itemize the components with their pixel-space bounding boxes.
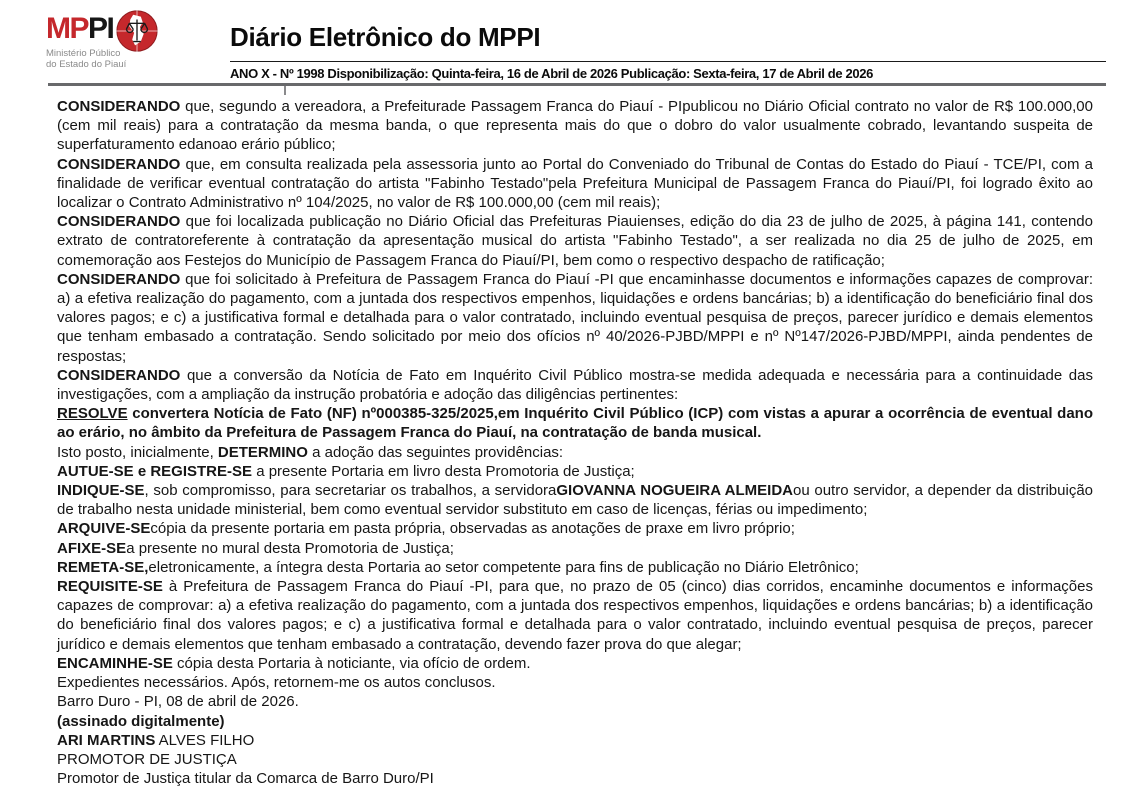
text-run: CONSIDERANDO xyxy=(57,270,181,288)
text-run: convertera Notícia de Fato (NF) nº000385-325/2025,em Inquérito Civil Público (ICP) com vistas a apurar a ocorrência de eventual dano ao erário, no âmbito da Prefeitura de Passagem Franca do Piauí, na contratação de banda musical. xyxy=(57,405,1093,442)
document-paragraph xyxy=(57,712,1093,731)
text-run: Isto posto, inicialmente, xyxy=(57,443,218,461)
text-run: que foi localizada publicação no Diário Oficial das Prefeituras Piauienses, edição do dia 23 de julho de 2025, à página 141, contendo extrato de contratoreferente à contratação da apresentação musical do artista "Fabinho Testado", a ser realizada no dia 25 de julho de 2025, em comemoração aos Festejos do Município de Passagem Franca do Piauí/PI, bem como o respectivo despacho de ratificação; xyxy=(57,213,1093,269)
text-run: à Prefeitura de Passagem Franca do Piauí -PI, para que, no prazo de 05 (cinco) dias corridos, encaminhe documentos e informações capazes de comprovar: a) a efetiva realização do pagamento, com a juntada dos respectivos empenhos, liquidações e ordens bancárias; b) a identificação do beneficiário final dos valores pagos; e c) a justificativa formal e detalhada para o valor contratado, incluindo eventual pesquisa de preços, parecer jurídico e demais elementos que tenham embasado a contratação, devendo fazer prova do que alegar; xyxy=(57,578,1093,653)
header xyxy=(0,0,1130,96)
text-run: ARQUIVE-SE xyxy=(57,520,151,538)
text-run: que a conversão da Notícia de Fato em Inquérito Civil Público mostra-se medida adequada e necessária para a continuidade das investigações, com a ampliação da instrução probatória e adoção das diligências pertinentes: xyxy=(57,366,1093,404)
text-run: GIOVANNA NOGUEIRA ALMEIDA xyxy=(556,482,793,500)
text-run: a presente Portaria em livro desta Promotoria de Justiça; xyxy=(252,462,635,480)
document-paragraph xyxy=(57,577,1093,654)
mppi-logo xyxy=(46,12,196,72)
text-run: a presente no mural desta Promotoria de Justiça; xyxy=(126,539,454,557)
document-paragraph xyxy=(57,97,1093,155)
text-run: que foi solicitado à Prefeitura de Passagem Franca do Piauí -PI que encaminhasse documentos e informações capazes de comprovar: a) a efetiva realização do pagamento, com a juntada dos respectivos empenhos, liquidações e ordens bancárias; b) a identificação do beneficiário final dos valores pagos; e c) a justificativa formal e detalhada para o valor contratado, incluindo eventual pesquisa de preços, parecer jurídico e demais elementos que tenham embasado a contratação. Sendo solicitado por meio dos ofícios nº 40/2026-PJBD/MPPI e nº Nº147/2026-PJBD/MPPI, ainda pendentes de respostas; xyxy=(57,270,1093,365)
logo-pi-text: PI xyxy=(88,12,114,45)
document-paragraph xyxy=(57,654,1093,673)
text-run: ALVES FILHO xyxy=(155,731,255,749)
document-paragraph xyxy=(57,443,1093,462)
text-run: CONSIDERANDO xyxy=(57,213,181,231)
text-run: cópia desta Portaria à noticiante, via ofício de ordem. xyxy=(172,654,531,672)
document-paragraph xyxy=(57,731,1093,750)
text-run: PROMOTOR DE JUSTIÇA xyxy=(57,750,237,768)
document-paragraph xyxy=(57,692,1093,711)
document-paragraph xyxy=(57,155,1093,213)
text-run: REQUISITE-SE xyxy=(57,578,163,596)
page-title: Diário Eletrônico do MPPI xyxy=(230,22,541,52)
text-run: ENCAMINHE-SE xyxy=(57,654,173,672)
document-paragraph xyxy=(57,769,1093,788)
header-divider xyxy=(48,83,1106,86)
text-run: ou outro servidor, a depender da distribuição de trabalho nesta unidade ministerial, bem como eventual servidor substituto em caso de licenças, férias ou impedimento; xyxy=(57,482,1093,519)
text-run: AFIXE-SE xyxy=(57,539,127,557)
text-run: Expedientes necessários. Após, retornem-me os autos conclusos. xyxy=(57,674,496,692)
text-run: REMETA-SE, xyxy=(57,558,149,576)
text-run: DETERMINO xyxy=(217,443,308,461)
text-run: CONSIDERANDO xyxy=(57,366,181,384)
text-run: eletronicamente, a íntegra desta Portaria ao setor competente para fins de publicação no Diário Eletrônico; xyxy=(148,558,859,576)
text-run: que, em consulta realizada pela assessoria junto ao Portal do Conveniado do Tribunal de Contas do Estado do Piauí - TCE/PI, com a finalidade de verificar eventual contratação do artista "Fabinho Testado"pela Prefeitura Municipal de Passagem Franca do Piauí/PI, foi logrado êxito ao localizar o Contrato Administrativo nº 104/2025, no valor de R$ 100.000,00 (cem mil reais); xyxy=(57,155,1093,212)
document-paragraph xyxy=(57,750,1093,769)
text-run: (assinado digitalmente) xyxy=(57,712,225,730)
text-run: CONSIDERANDO xyxy=(57,98,181,115)
mppi-wordmark xyxy=(46,12,196,48)
document-paragraph xyxy=(57,270,1093,366)
text-run: , sob compromisso, para secretariar os trabalhos, a servidora xyxy=(144,482,557,500)
title-divider xyxy=(230,61,1106,62)
text-run: CONSIDERANDO xyxy=(57,155,181,173)
text-run: INDIQUE-SE xyxy=(57,482,145,500)
document-paragraph xyxy=(57,558,1093,577)
edition-line: ANO X - Nº 1998 Disponibilização: Quinta-feira, 16 de Abril de 2026 Publicação: Sexta-feira, 17 de Abril de 2026 xyxy=(230,66,873,81)
logo-subtitle-line2: do Estado do Piauí xyxy=(46,58,127,70)
document-paragraph xyxy=(57,481,1093,519)
document-paragraph xyxy=(57,404,1093,442)
text-run: AUTUE-SE e REGISTRE-SE xyxy=(57,462,253,480)
text-run: RESOLVE xyxy=(57,405,128,423)
column-divider-tick xyxy=(284,86,286,95)
text-run: ARI MARTINS xyxy=(57,731,156,749)
logo-mp-text: MP xyxy=(46,12,88,45)
logo-subtitle-line1: Ministério Público xyxy=(46,48,121,59)
document-paragraph xyxy=(57,673,1093,692)
document-body xyxy=(57,97,1093,788)
document-paragraph xyxy=(57,366,1093,404)
text-run: Barro Duro - PI, 08 de abril de 2026. xyxy=(57,693,299,711)
document-paragraph xyxy=(57,519,1093,538)
text-run: Promotor de Justiça titular da Comarca de Barro Duro/PI xyxy=(57,770,434,788)
text-run: cópia da presente portaria em pasta própria, observadas as anotações de praxe em livro próprio; xyxy=(150,520,795,538)
document-paragraph xyxy=(57,539,1093,558)
text-run: a adoção das seguintes providências: xyxy=(307,443,564,461)
document-paragraph xyxy=(57,462,1093,481)
document-paragraph xyxy=(57,212,1093,270)
mppi-seal-icon xyxy=(114,8,160,54)
text-run: que, segundo a vereadora, a Prefeiturade Passagem Franca do Piauí - PIpublicou no Diário Oficial contrato no valor de R$ 100.000,00 (cem mil reais) para a contratação da mesma banda, o que representa mais do que o dobro do valor usualmente cobrado, levantando suspeita de superfaturamento edanoao erário público; xyxy=(57,98,1093,154)
